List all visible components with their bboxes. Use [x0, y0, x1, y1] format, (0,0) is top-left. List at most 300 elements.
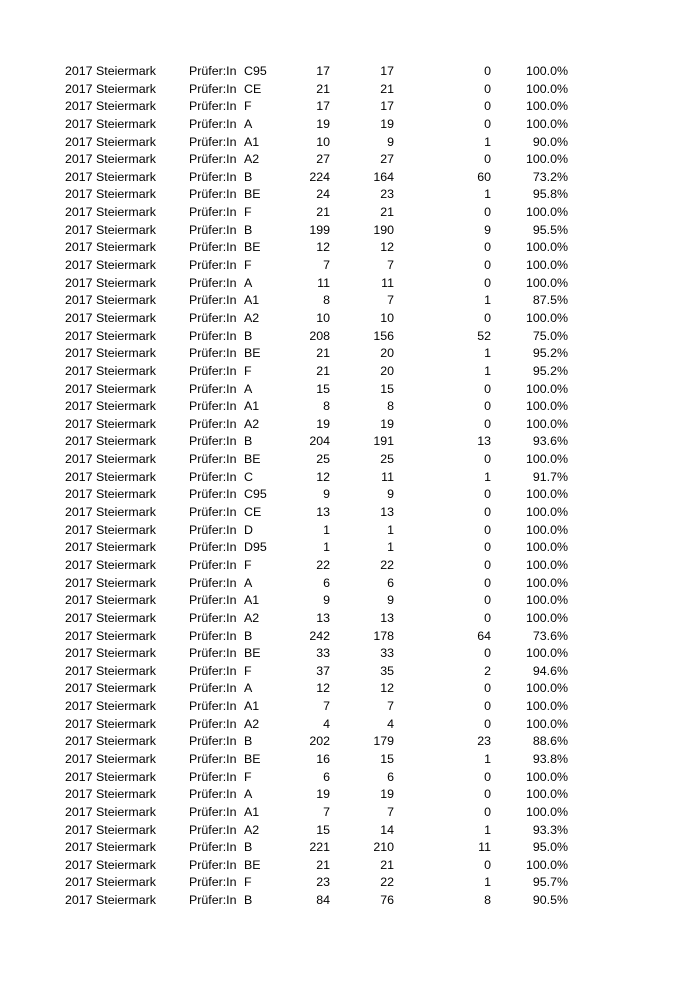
role-cell: Prüfer:In [189, 751, 237, 766]
total-count-cell: 6 [323, 575, 330, 590]
pass-rate-cell: 100.0% [525, 258, 568, 273]
failed-count-cell: 0 [484, 452, 491, 467]
year-region-cell: 2017 Steiermark [65, 399, 156, 414]
year-region-cell: 2017 Steiermark [65, 452, 156, 467]
table-row [0, 328, 700, 346]
failed-count-cell: 1 [484, 822, 491, 837]
year-region-cell: 2017 Steiermark [65, 575, 156, 590]
role-cell: Prüfer:In [189, 416, 237, 431]
role-cell: Prüfer:In [189, 822, 237, 837]
passed-count-cell: 25 [380, 452, 394, 467]
table-row [0, 222, 700, 240]
table-row [0, 751, 700, 769]
year-region-cell: 2017 Steiermark [65, 346, 156, 361]
year-region-cell: 2017 Steiermark [65, 734, 156, 749]
license-class-cell: A1 [244, 134, 260, 149]
role-cell: Prüfer:In [189, 293, 237, 308]
role-cell: Prüfer:In [189, 593, 237, 608]
total-count-cell: 7 [323, 804, 330, 819]
total-count-cell: 8 [323, 293, 330, 308]
license-class-cell: A [244, 381, 253, 396]
role-cell: Prüfer:In [189, 575, 237, 590]
passed-count-cell: 179 [373, 734, 394, 749]
role-cell: Prüfer:In [189, 540, 237, 555]
pass-rate-cell: 100.0% [525, 787, 568, 802]
year-region-cell: 2017 Steiermark [65, 716, 156, 731]
total-count-cell: 7 [323, 699, 330, 714]
license-class-cell: CE [244, 505, 262, 520]
table-row [0, 451, 700, 469]
pass-rate-cell: 100.0% [525, 487, 568, 502]
table-row [0, 486, 700, 504]
role-cell: Prüfer:In [189, 99, 237, 114]
total-count-cell: 8 [323, 399, 330, 414]
pass-rate-cell: 93.3% [532, 822, 568, 837]
failed-count-cell: 0 [484, 787, 491, 802]
year-region-cell: 2017 Steiermark [65, 487, 156, 502]
table-row [0, 628, 700, 646]
table-row [0, 769, 700, 787]
license-class-cell: BE [244, 857, 261, 872]
year-region-cell: 2017 Steiermark [65, 663, 156, 678]
total-count-cell: 224 [309, 169, 330, 184]
total-count-cell: 199 [309, 222, 330, 237]
year-region-cell: 2017 Steiermark [65, 310, 156, 325]
passed-count-cell: 20 [380, 346, 394, 361]
year-region-cell: 2017 Steiermark [65, 469, 156, 484]
table-row [0, 592, 700, 610]
failed-count-cell: 1 [484, 346, 491, 361]
table-row [0, 839, 700, 857]
passed-count-cell: 27 [380, 152, 394, 167]
table-row [0, 698, 700, 716]
license-class-cell: F [244, 557, 252, 572]
role-cell: Prüfer:In [189, 399, 237, 414]
table-row [0, 822, 700, 840]
pass-rate-cell: 100.0% [525, 522, 568, 537]
passed-count-cell: 11 [381, 469, 394, 484]
failed-count-cell: 0 [484, 240, 491, 255]
license-class-cell: F [244, 258, 252, 273]
total-count-cell: 23 [316, 875, 330, 890]
total-count-cell: 15 [316, 381, 330, 396]
year-region-cell: 2017 Steiermark [65, 822, 156, 837]
table-row [0, 116, 700, 134]
failed-count-cell: 1 [484, 875, 491, 890]
total-count-cell: 6 [323, 769, 330, 784]
pass-rate-cell: 73.6% [532, 628, 568, 643]
table-row [0, 398, 700, 416]
pass-rate-cell: 100.0% [525, 399, 568, 414]
total-count-cell: 9 [323, 593, 330, 608]
year-region-cell: 2017 Steiermark [65, 769, 156, 784]
table-row [0, 239, 700, 257]
license-class-cell: C95 [244, 64, 267, 78]
year-region-cell: 2017 Steiermark [65, 434, 156, 449]
license-class-cell: A1 [244, 699, 260, 714]
role-cell: Prüfer:In [189, 875, 237, 890]
passed-count-cell: 76 [380, 893, 394, 908]
failed-count-cell: 0 [484, 275, 491, 290]
total-count-cell: 21 [316, 346, 330, 361]
license-class-cell: A2 [244, 822, 260, 837]
year-region-cell: 2017 Steiermark [65, 540, 156, 555]
license-class-cell: F [244, 875, 252, 890]
pass-rate-cell: 88.6% [532, 734, 568, 749]
license-class-cell: BE [244, 646, 261, 661]
role-cell: Prüfer:In [189, 275, 237, 290]
passed-count-cell: 20 [380, 363, 394, 378]
license-class-cell: A1 [244, 293, 260, 308]
passed-count-cell: 9 [387, 487, 394, 502]
total-count-cell: 21 [316, 857, 330, 872]
role-cell: Prüfer:In [189, 310, 237, 325]
table-row [0, 680, 700, 698]
pass-rate-cell: 73.2% [532, 169, 568, 184]
passed-count-cell: 22 [380, 557, 394, 572]
year-region-cell: 2017 Steiermark [65, 381, 156, 396]
role-cell: Prüfer:In [189, 681, 237, 696]
role-cell: Prüfer:In [189, 734, 237, 749]
license-class-cell: C95 [244, 487, 267, 502]
table-row [0, 557, 700, 575]
license-class-cell: A [244, 575, 253, 590]
failed-count-cell: 0 [484, 540, 491, 555]
passed-count-cell: 9 [387, 134, 394, 149]
license-class-cell: B [244, 328, 253, 343]
license-class-cell: CE [244, 81, 262, 96]
year-region-cell: 2017 Steiermark [65, 751, 156, 766]
license-class-cell: B [244, 840, 253, 855]
failed-count-cell: 0 [484, 505, 491, 520]
license-class-cell: B [244, 169, 253, 184]
year-region-cell: 2017 Steiermark [65, 875, 156, 890]
table-row [0, 539, 700, 557]
year-region-cell: 2017 Steiermark [65, 610, 156, 625]
total-count-cell: 1 [323, 522, 330, 537]
pass-rate-cell: 94.6% [532, 663, 568, 678]
failed-count-cell: 0 [484, 557, 491, 572]
failed-count-cell: 0 [484, 522, 491, 537]
failed-count-cell: 0 [484, 699, 491, 714]
year-region-cell: 2017 Steiermark [65, 505, 156, 520]
role-cell: Prüfer:In [189, 699, 237, 714]
license-class-cell: A2 [244, 152, 260, 167]
year-region-cell: 2017 Steiermark [65, 64, 156, 78]
license-class-cell: C [244, 469, 253, 484]
pass-rate-cell: 91.7% [532, 469, 568, 484]
table-row [0, 892, 700, 910]
total-count-cell: 17 [316, 99, 330, 114]
table-row [0, 257, 700, 275]
pass-rate-cell: 93.6% [532, 434, 568, 449]
failed-count-cell: 0 [484, 487, 491, 502]
role-cell: Prüfer:In [189, 381, 237, 396]
failed-count-cell: 13 [477, 434, 491, 449]
failed-count-cell: 0 [484, 416, 491, 431]
role-cell: Prüfer:In [189, 487, 237, 502]
license-class-cell: F [244, 363, 252, 378]
role-cell: Prüfer:In [189, 222, 237, 237]
year-region-cell: 2017 Steiermark [65, 681, 156, 696]
passed-count-cell: 15 [380, 751, 394, 766]
license-class-cell: D95 [244, 540, 267, 555]
failed-count-cell: 0 [484, 769, 491, 784]
passed-count-cell: 13 [380, 505, 394, 520]
table-row [0, 804, 700, 822]
passed-count-cell: 1 [387, 540, 394, 555]
passed-count-cell: 164 [373, 169, 394, 184]
passed-count-cell: 21 [380, 857, 394, 872]
failed-count-cell: 0 [484, 593, 491, 608]
passed-count-cell: 23 [380, 187, 394, 202]
table-row [0, 645, 700, 663]
passed-count-cell: 19 [380, 787, 394, 802]
pass-rate-cell: 100.0% [525, 646, 568, 661]
failed-count-cell: 9 [484, 222, 491, 237]
table-row [0, 786, 700, 804]
passed-count-cell: 10 [380, 310, 394, 325]
year-region-cell: 2017 Steiermark [65, 222, 156, 237]
passed-count-cell: 12 [380, 240, 394, 255]
total-count-cell: 16 [316, 751, 330, 766]
passed-count-cell: 6 [387, 575, 394, 590]
pass-rate-cell: 100.0% [525, 804, 568, 819]
pass-rate-cell: 100.0% [525, 205, 568, 220]
license-class-cell: B [244, 893, 253, 908]
failed-count-cell: 8 [484, 893, 491, 908]
pass-rate-cell: 100.0% [525, 116, 568, 131]
passed-count-cell: 33 [380, 646, 394, 661]
passed-count-cell: 7 [387, 804, 394, 819]
passed-count-cell: 190 [373, 222, 394, 237]
pass-rate-cell: 100.0% [525, 381, 568, 396]
passed-count-cell: 178 [373, 628, 394, 643]
pass-rate-cell: 100.0% [525, 452, 568, 467]
role-cell: Prüfer:In [189, 187, 237, 202]
table-row [0, 857, 700, 875]
pass-rate-cell: 100.0% [525, 716, 568, 731]
role-cell: Prüfer:In [189, 81, 237, 96]
pass-rate-cell: 87.5% [532, 293, 568, 308]
role-cell: Prüfer:In [189, 240, 237, 255]
total-count-cell: 10 [316, 310, 330, 325]
license-class-cell: A [244, 116, 253, 131]
table-row [0, 63, 700, 81]
year-region-cell: 2017 Steiermark [65, 416, 156, 431]
year-region-cell: 2017 Steiermark [65, 840, 156, 855]
year-region-cell: 2017 Steiermark [65, 628, 156, 643]
table-row [0, 522, 700, 540]
license-class-cell: BE [244, 240, 261, 255]
total-count-cell: 204 [309, 434, 330, 449]
failed-count-cell: 0 [484, 99, 491, 114]
role-cell: Prüfer:In [189, 557, 237, 572]
pass-rate-cell: 100.0% [525, 64, 568, 78]
passed-count-cell: 7 [387, 258, 394, 273]
total-count-cell: 13 [316, 505, 330, 520]
role-cell: Prüfer:In [189, 857, 237, 872]
passed-count-cell: 7 [387, 293, 394, 308]
pass-rate-cell: 100.0% [525, 275, 568, 290]
year-region-cell: 2017 Steiermark [65, 363, 156, 378]
license-class-cell: A2 [244, 310, 260, 325]
total-count-cell: 4 [323, 716, 330, 731]
pass-rate-cell: 93.8% [532, 751, 568, 766]
failed-count-cell: 64 [477, 628, 491, 643]
license-class-cell: BE [244, 187, 261, 202]
passed-count-cell: 210 [373, 840, 394, 855]
pass-rate-cell: 100.0% [525, 81, 568, 96]
total-count-cell: 21 [316, 363, 330, 378]
year-region-cell: 2017 Steiermark [65, 240, 156, 255]
table-row [0, 416, 700, 434]
failed-count-cell: 1 [484, 751, 491, 766]
passed-count-cell: 21 [380, 205, 394, 220]
passed-count-cell: 156 [373, 328, 394, 343]
role-cell: Prüfer:In [189, 169, 237, 184]
failed-count-cell: 0 [484, 116, 491, 131]
table-row [0, 345, 700, 363]
table-row [0, 733, 700, 751]
license-class-cell: A1 [244, 399, 260, 414]
pass-rate-cell: 100.0% [525, 699, 568, 714]
failed-count-cell: 0 [484, 646, 491, 661]
year-region-cell: 2017 Steiermark [65, 258, 156, 273]
failed-count-cell: 0 [484, 81, 491, 96]
year-region-cell: 2017 Steiermark [65, 187, 156, 202]
pass-rate-cell: 100.0% [525, 575, 568, 590]
table-row [0, 134, 700, 152]
total-count-cell: 37 [316, 663, 330, 678]
year-region-cell: 2017 Steiermark [65, 99, 156, 114]
license-class-cell: D [244, 522, 253, 537]
license-class-cell: A [244, 787, 253, 802]
failed-count-cell: 52 [477, 328, 491, 343]
license-class-cell: A2 [244, 416, 260, 431]
passed-count-cell: 21 [380, 81, 394, 96]
pass-rate-cell: 100.0% [525, 593, 568, 608]
pass-rate-cell: 100.0% [525, 310, 568, 325]
pass-rate-cell: 100.0% [525, 769, 568, 784]
table-row [0, 433, 700, 451]
role-cell: Prüfer:In [189, 328, 237, 343]
license-class-cell: BE [244, 751, 261, 766]
total-count-cell: 12 [316, 240, 330, 255]
total-count-cell: 10 [316, 134, 330, 149]
license-class-cell: BE [244, 452, 261, 467]
pass-rate-cell: 100.0% [525, 416, 568, 431]
pass-rate-cell: 100.0% [525, 505, 568, 520]
failed-count-cell: 0 [484, 804, 491, 819]
year-region-cell: 2017 Steiermark [65, 646, 156, 661]
role-cell: Prüfer:In [189, 258, 237, 273]
total-count-cell: 12 [316, 681, 330, 696]
passed-count-cell: 7 [387, 699, 394, 714]
year-region-cell: 2017 Steiermark [65, 893, 156, 908]
role-cell: Prüfer:In [189, 646, 237, 661]
table-row [0, 310, 700, 328]
failed-count-cell: 0 [484, 64, 491, 78]
pass-rate-cell: 95.8% [532, 187, 568, 202]
pass-rate-cell: 100.0% [525, 610, 568, 625]
role-cell: Prüfer:In [189, 452, 237, 467]
table-row [0, 469, 700, 487]
role-cell: Prüfer:In [189, 152, 237, 167]
table-row [0, 874, 700, 892]
total-count-cell: 208 [309, 328, 330, 343]
license-class-cell: A1 [244, 593, 260, 608]
total-count-cell: 242 [309, 628, 330, 643]
pass-rate-cell: 100.0% [525, 240, 568, 255]
passed-count-cell: 11 [381, 275, 394, 290]
role-cell: Prüfer:In [189, 469, 237, 484]
year-region-cell: 2017 Steiermark [65, 787, 156, 802]
pass-rate-cell: 95.2% [532, 363, 568, 378]
role-cell: Prüfer:In [189, 205, 237, 220]
table-row [0, 363, 700, 381]
table-row [0, 81, 700, 99]
role-cell: Prüfer:In [189, 893, 237, 908]
failed-count-cell: 0 [484, 610, 491, 625]
year-region-cell: 2017 Steiermark [65, 205, 156, 220]
license-class-cell: A1 [244, 804, 260, 819]
passed-count-cell: 19 [380, 116, 394, 131]
total-count-cell: 24 [316, 187, 330, 202]
total-count-cell: 27 [316, 152, 330, 167]
passed-count-cell: 12 [380, 681, 394, 696]
license-class-cell: B [244, 222, 253, 237]
passed-count-cell: 191 [373, 434, 394, 449]
year-region-cell: 2017 Steiermark [65, 169, 156, 184]
pass-rate-cell: 75.0% [532, 328, 568, 343]
failed-count-cell: 0 [484, 310, 491, 325]
role-cell: Prüfer:In [189, 804, 237, 819]
total-count-cell: 19 [316, 116, 330, 131]
year-region-cell: 2017 Steiermark [65, 857, 156, 872]
total-count-cell: 25 [316, 452, 330, 467]
year-region-cell: 2017 Steiermark [65, 804, 156, 819]
year-region-cell: 2017 Steiermark [65, 699, 156, 714]
total-count-cell: 7 [323, 258, 330, 273]
table-row [0, 292, 700, 310]
license-class-cell: F [244, 769, 252, 784]
license-class-cell: BE [244, 346, 261, 361]
pass-rate-cell: 90.5% [532, 893, 568, 908]
failed-count-cell: 11 [478, 840, 491, 855]
license-class-cell: A [244, 275, 253, 290]
failed-count-cell: 1 [484, 363, 491, 378]
passed-count-cell: 17 [380, 64, 394, 78]
total-count-cell: 11 [317, 275, 330, 290]
passed-count-cell: 8 [387, 399, 394, 414]
license-class-cell: B [244, 734, 253, 749]
table-row [0, 204, 700, 222]
passed-count-cell: 13 [380, 610, 394, 625]
pass-rate-cell: 95.5% [532, 222, 568, 237]
year-region-cell: 2017 Steiermark [65, 81, 156, 96]
passed-count-cell: 15 [380, 381, 394, 396]
pass-rate-cell: 100.0% [525, 540, 568, 555]
failed-count-cell: 0 [484, 716, 491, 731]
pass-rate-cell: 100.0% [525, 152, 568, 167]
total-count-cell: 1 [323, 540, 330, 555]
role-cell: Prüfer:In [189, 663, 237, 678]
license-class-cell: F [244, 663, 252, 678]
table-row [0, 381, 700, 399]
year-region-cell: 2017 Steiermark [65, 593, 156, 608]
total-count-cell: 33 [316, 646, 330, 661]
